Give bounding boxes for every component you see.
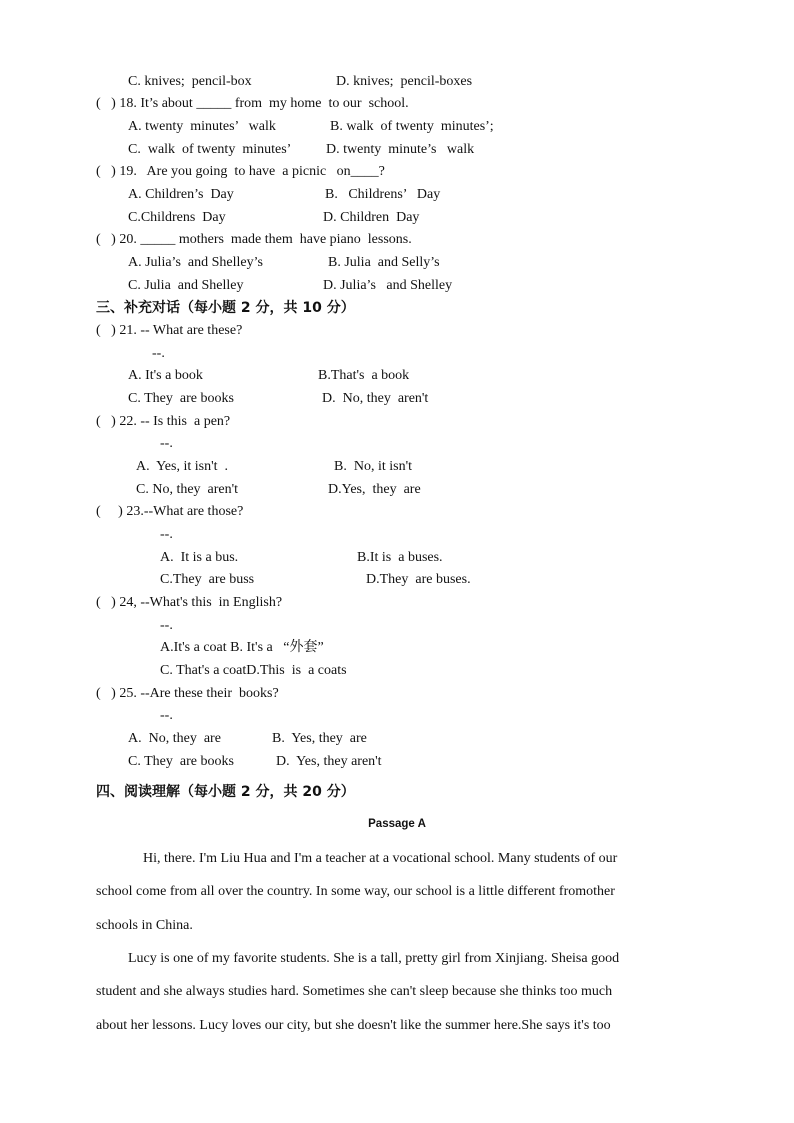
passage-paragraph-1 xyxy=(96,842,696,942)
q25-stem: ( ) 25. --Are these their books? xyxy=(96,686,279,701)
q23-stem: ( ) 23.--What are those? xyxy=(96,504,244,519)
q20-stem: ( ) 20. _____ mothers made them have piano lessons. xyxy=(96,232,412,247)
q22-reply: --. xyxy=(160,436,173,451)
passage-p1-line-2: school come from all over the country. In some way, our school is a little different fromother xyxy=(96,884,615,900)
q21-option-c: C. They are books xyxy=(128,391,234,406)
q25-option-c: C. They are books xyxy=(128,754,234,769)
q23-option-a: A. It is a bus. xyxy=(160,550,239,565)
q23-option-c: C.They are buss xyxy=(160,572,255,587)
q25-option-d: D. Yes, they aren't xyxy=(276,754,382,769)
q20-option-c: C. Julia and Shelley xyxy=(128,278,244,293)
q25-option-a: A. No, they are xyxy=(128,731,221,746)
q24-reply: --. xyxy=(160,618,173,633)
q20-option-b: B. Julia and Selly’s xyxy=(328,255,440,270)
q22-option-d: D.Yes, they are xyxy=(328,482,421,497)
q18-option-c: C. walk of twenty minutes’ xyxy=(128,142,292,157)
q24-stem: ( ) 24, --What's this in English? xyxy=(96,595,283,610)
q25-reply: --. xyxy=(160,708,173,723)
q22-option-b: B. No, it isn't xyxy=(334,459,412,474)
q22-option-a: A. Yes, it isn't . xyxy=(136,459,228,474)
q24-options-ab: A.It's a coat B. It's a “外套” xyxy=(160,640,324,655)
passage-paragraph-2 xyxy=(96,942,696,1042)
q19-option-c: C.Childrens Day xyxy=(128,210,226,225)
q18-stem: ( ) 18. It’s about _____ from my home to our school. xyxy=(96,96,409,111)
q18-option-a: A. twenty minutes’ walk xyxy=(128,119,276,134)
q17-option-c: C. knives; pencil-box xyxy=(128,74,252,89)
q19-stem: ( ) 19. Are you going to have a picnic on____? xyxy=(96,164,385,179)
q22-option-c: C. No, they aren't xyxy=(136,482,239,497)
q23-option-b: B.It is a buses. xyxy=(357,550,443,565)
q21-option-d: D. No, they aren't xyxy=(322,391,429,406)
passage-title: Passage A xyxy=(368,818,426,830)
q21-option-a: A. It's a book xyxy=(128,368,203,383)
passage-p1-line-1: Hi, there. I'm Liu Hua and I'm a teacher at a vocational school. Many students of our xyxy=(143,851,618,866)
q19-option-a: A. Children’s Day xyxy=(128,187,234,202)
q25-option-b: B. Yes, they are xyxy=(272,731,367,746)
passage-p1-line-3: schools in China. xyxy=(96,917,193,933)
q23-reply: --. xyxy=(160,527,173,542)
q18-option-b: B. walk of twenty minutes’; xyxy=(330,119,494,134)
q19-option-b: B. Childrens’ Day xyxy=(325,187,441,202)
q21-option-b: B.That's a book xyxy=(318,368,410,383)
q18-option-d: D. twenty minute’s walk xyxy=(326,142,475,157)
q23-option-d: D.They are buses. xyxy=(366,572,471,587)
q21-reply: --. xyxy=(152,346,165,361)
q20-option-a: A. Julia’s and Shelley’s xyxy=(128,255,263,270)
section-3-heading: 三、补充对话（每小题 2 分，共 10 分） xyxy=(96,300,355,316)
q24-options-cd: C. That's a coatD.This is a coats xyxy=(160,663,347,678)
q21-stem: ( ) 21. -- What are these? xyxy=(96,323,243,338)
passage-p2-line-1: Lucy is one of my favorite students. She is a tall, pretty girl from Xinjiang. Sheisa good xyxy=(128,951,620,966)
q20-option-d: D. Julia’s and Shelley xyxy=(323,278,453,293)
q17-option-d: D. knives; pencil-boxes xyxy=(336,74,473,89)
passage-p2-line-3: about her lessons. Lucy loves our city, but she doesn't like the summer here.She says it's too xyxy=(96,1017,611,1033)
passage-p2-line-2: student and she always studies hard. Sometimes she can't sleep because she thinks too much xyxy=(96,984,613,1000)
q22-stem: ( ) 22. -- Is this a pen? xyxy=(96,414,231,429)
q19-option-d: D. Children Day xyxy=(323,210,420,225)
section-4-heading: 四、阅读理解（每小题 2 分，共 20 分） xyxy=(96,784,355,800)
